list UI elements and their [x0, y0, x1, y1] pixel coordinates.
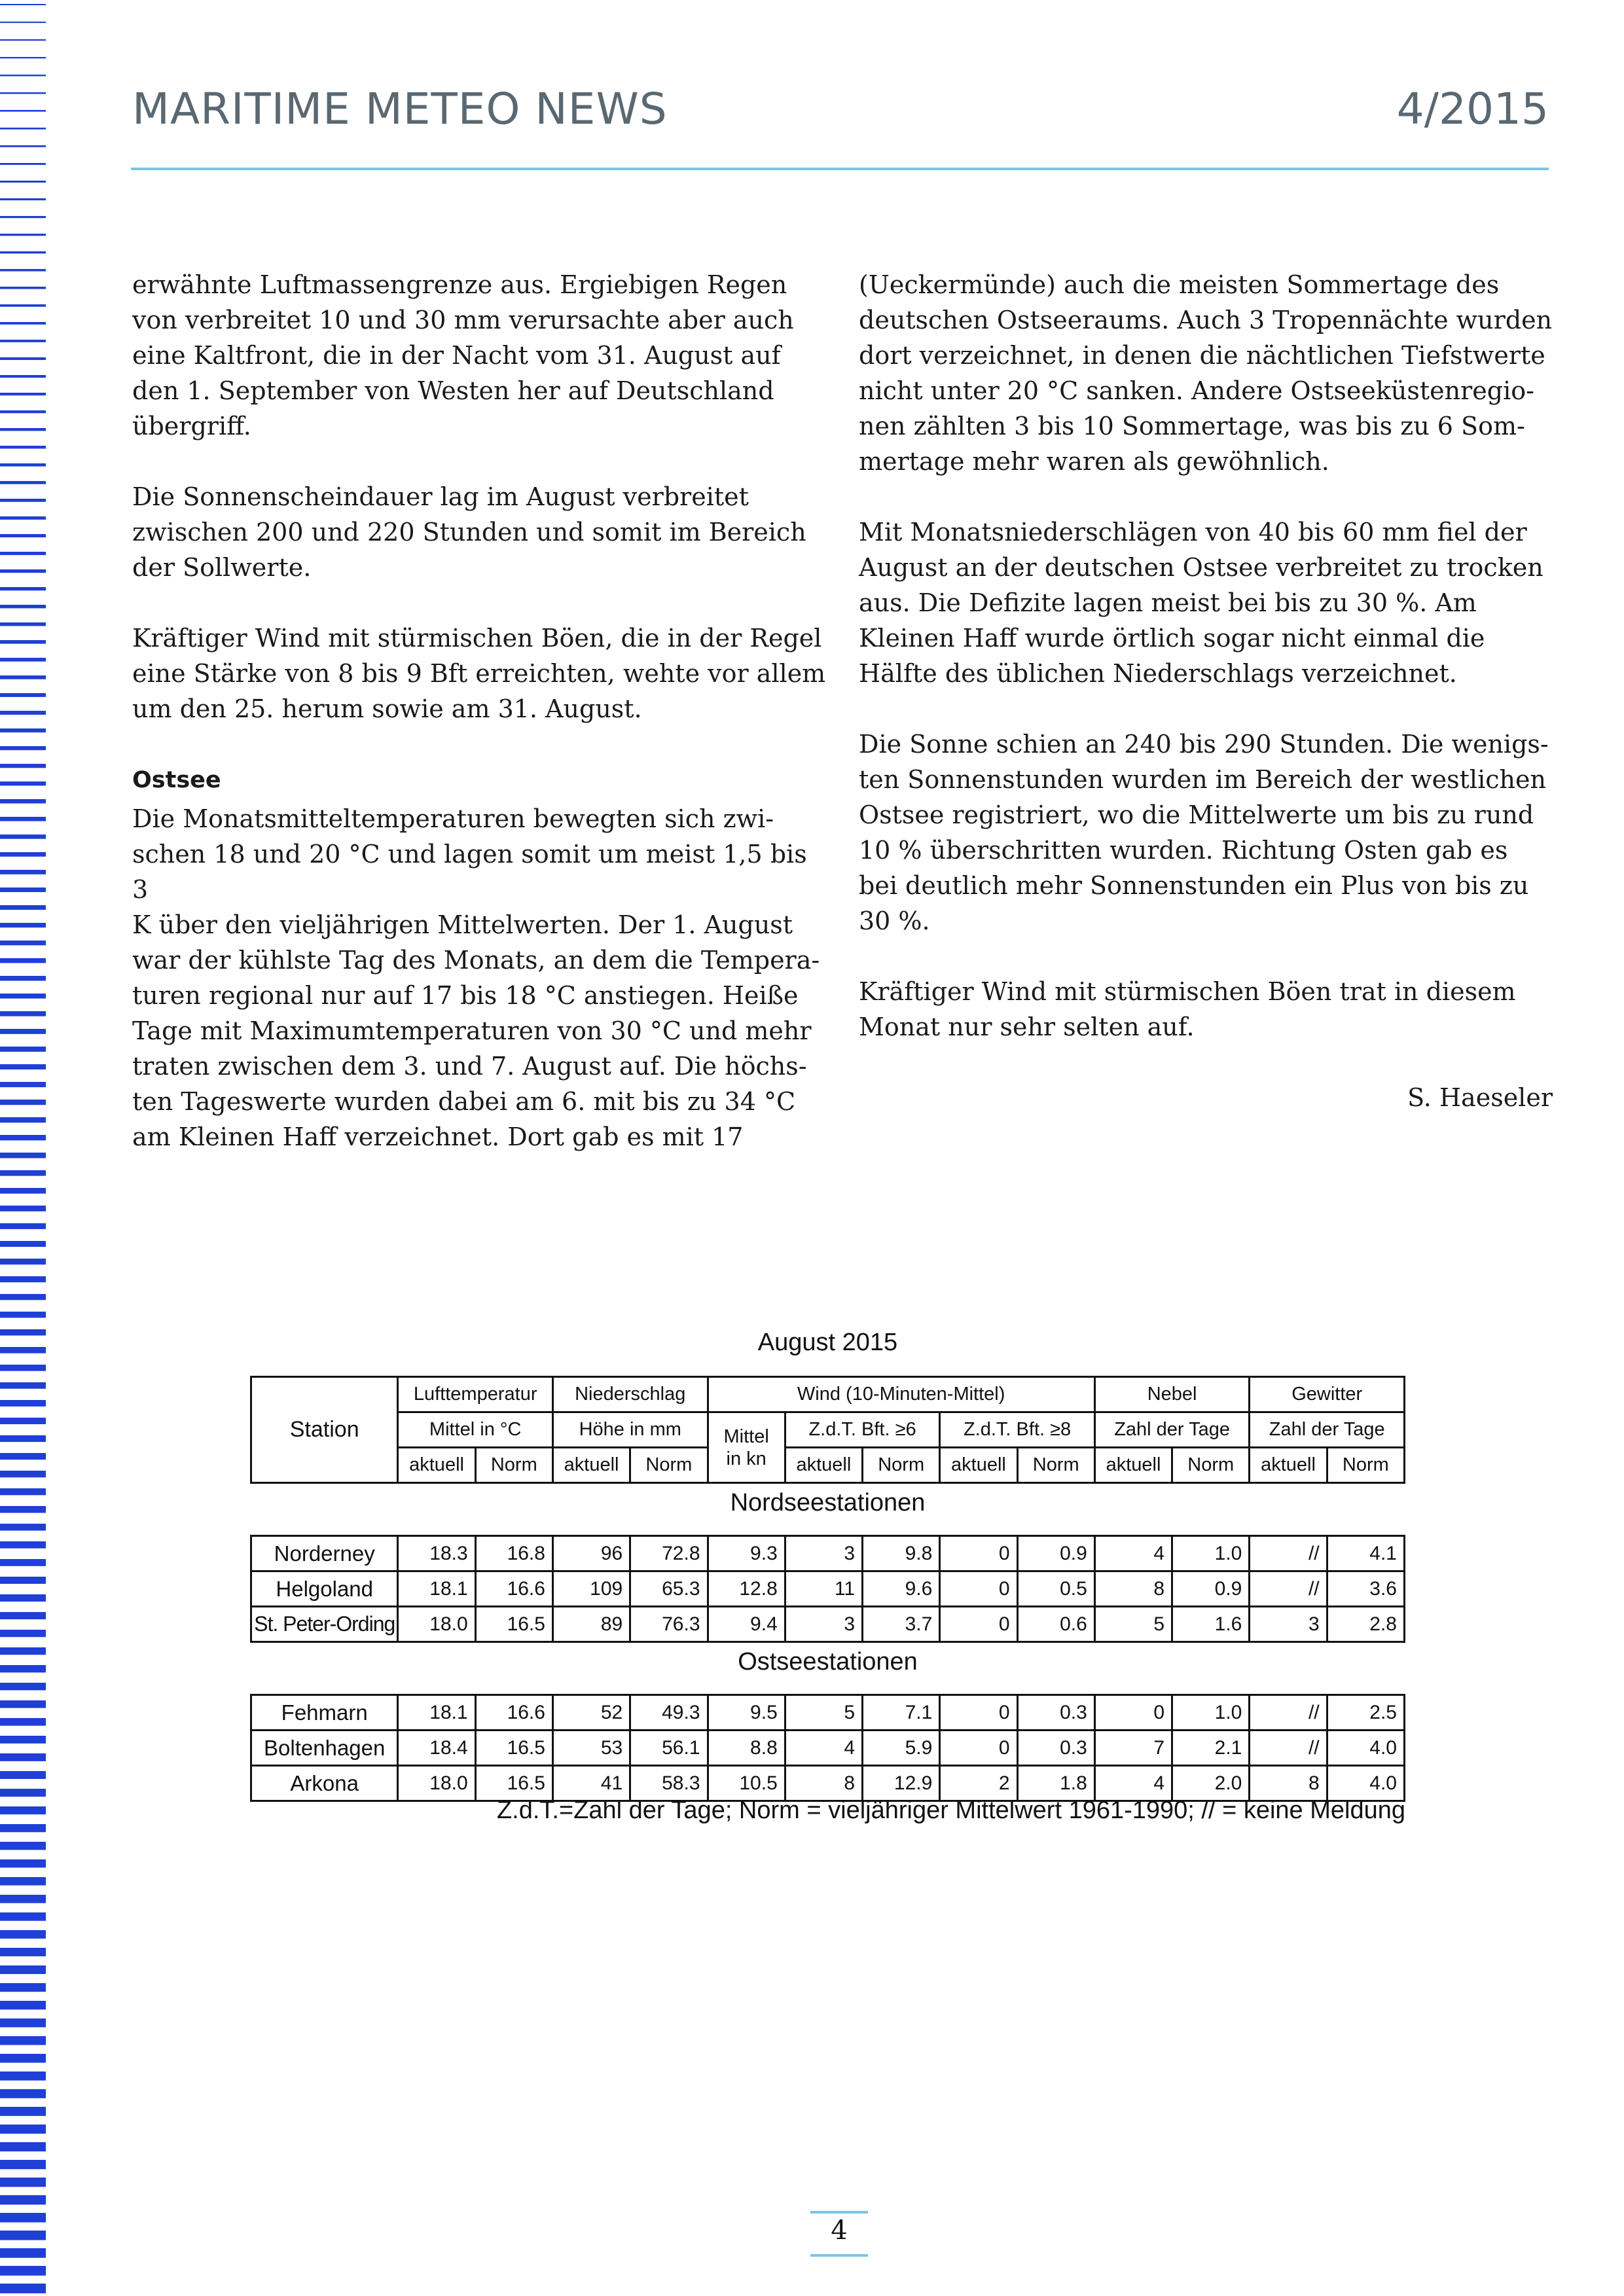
- table-cell: 0.3: [1017, 1695, 1094, 1731]
- author: S. Haeseler: [1407, 1083, 1553, 1112]
- table-cell: 0.9: [1017, 1536, 1094, 1571]
- margin-stripe: [0, 1276, 46, 1282]
- margin-stripe: [0, 2231, 46, 2240]
- margin-stripe: [0, 1347, 46, 1354]
- table-cell: 5: [1094, 1607, 1172, 1642]
- margin-stripe: [0, 1594, 46, 1602]
- table-cell: 52: [552, 1695, 630, 1731]
- table-cell: 0.6: [1017, 1607, 1094, 1642]
- margin-stripe: [0, 1471, 46, 1477]
- table-cell: 4.0: [1327, 1731, 1404, 1766]
- table-cell: 4: [785, 1731, 862, 1766]
- margin-stripe: [0, 2036, 46, 2045]
- table-cell: 5: [785, 1695, 862, 1731]
- margin-stripe: [0, 1736, 46, 1744]
- table-cell: 12.8: [708, 1571, 785, 1607]
- station-name: St. Peter-Ording: [251, 1607, 398, 1642]
- page-number-rule-top: [810, 2211, 868, 2214]
- margin-stripe: [0, 4, 46, 5]
- group-row-nordsee: [251, 1483, 1405, 1522]
- header-norm: Norm: [863, 1448, 940, 1483]
- table-cell: 3: [785, 1607, 862, 1642]
- margin-stripe: [0, 1824, 46, 1832]
- margin-stripe: [0, 1382, 46, 1389]
- header-zdt6: Z.d.T. Bft. ≥6: [785, 1412, 940, 1448]
- margin-stripe: [0, 198, 46, 200]
- header-lufttemperatur: Lufttemperatur: [398, 1377, 553, 1412]
- table-cell: 7.1: [863, 1695, 940, 1731]
- margin-stripe: [0, 2018, 46, 2027]
- paragraph: Die Sonnenscheindauer lag im August verbreitet zwischen 200 und 220 Stunden und somit im Bereich der Sollwerte.: [132, 482, 806, 582]
- margin-stripe: [0, 1665, 46, 1672]
- margin-stripe: [0, 2195, 46, 2204]
- margin-stripe: [0, 1312, 46, 1318]
- margin-stripe: [0, 1895, 46, 1903]
- margin-stripe: [0, 481, 46, 484]
- margin-stripe: [0, 234, 46, 236]
- margin-stripe: [0, 499, 46, 502]
- header-aktuell: aktuell: [398, 1448, 475, 1483]
- margin-stripe: [0, 781, 46, 785]
- table-cell: 41: [552, 1766, 630, 1801]
- table-cell: 4.0: [1327, 1766, 1404, 1801]
- table-cell: 65.3: [630, 1571, 708, 1607]
- margin-stripe: [0, 2160, 46, 2169]
- margin-stripe: [0, 22, 46, 23]
- header-aktuell: aktuell: [940, 1448, 1017, 1483]
- margin-stripe: [0, 1082, 46, 1087]
- table-cell: 0: [940, 1731, 1017, 1766]
- margin-stripe: [0, 1365, 46, 1371]
- margin-stripe: [0, 1488, 46, 1495]
- margin-stripe: [0, 128, 46, 130]
- margin-stripe: [0, 516, 46, 520]
- margin-stripe: [0, 1771, 46, 1779]
- table-cell: 4.1: [1327, 1536, 1404, 1571]
- table-row: [251, 1766, 1405, 1801]
- margin-stripe: [0, 1806, 46, 1814]
- margin-stripe: [0, 746, 46, 750]
- paragraph: Mit Monatsniederschlägen von 40 bis 60 mm fiel der August an der deutschen Ostsee verbreitet zu trocken aus. Die Defizite lagen meist bei bis zu 30 %. Am Kleinen Haff wurde örtlich sogar nicht einmal die Hälfte des üblichen Niederschlags verzeichnet.: [859, 518, 1543, 688]
- table-cell: 4: [1094, 1766, 1172, 1801]
- table-cell: 18.0: [398, 1766, 475, 1801]
- table-cell: 49.3: [630, 1695, 708, 1731]
- table-cell: //: [1250, 1571, 1327, 1607]
- margin-stripe: [0, 92, 46, 94]
- table-cell: 12.9: [863, 1766, 940, 1801]
- paragraph: (Ueckermünde) auch die meisten Sommertage des deutschen Ostseeraums. Auch 3 Tropennächte wurden dort verzeichnet, in denen die nächtlichen Tiefstwerte nicht unter 20 °C sanken. Andere Ostseeküstenregio- nen zählten 3 bis 10 Sommertage, was bis zu 6 Som- mertage mehr waren als gewöhnlich.: [859, 270, 1553, 476]
- table-cell: 9.6: [863, 1571, 940, 1607]
- header-aktuell: aktuell: [552, 1448, 630, 1483]
- margin-stripe: [0, 534, 46, 537]
- paragraph: Die Monatsmitteltemperaturen bewegten sich zwi- schen 18 und 20 °C und lagen somit um meist 1,5 bis 3 K über den vieljährigen Mittelwerten. Der 1. August war der kühlste Tag des Monats, an dem die Tempera- turen regional nur auf 17 bis 18 °C anstiegen. Heiße Tage mit Maximumtemperaturen von 30 °C und mehr traten zwischen dem 3. und 7. August auf. Die höchs- ten Tageswerte wurden dabei am 6. mit bis zu 34 °C am Kleinen Haff verzeichnet. Dort gab es mit 17: [132, 804, 820, 1151]
- margin-stripe: [0, 1100, 46, 1105]
- margin-stripe: [0, 1559, 46, 1566]
- table-cell: 3.6: [1327, 1571, 1404, 1607]
- margin-stripe: [0, 1506, 46, 1513]
- margin-stripe: [0, 1859, 46, 1868]
- margin-stripe: [0, 941, 46, 945]
- table-cell: 2.1: [1172, 1731, 1250, 1766]
- page-number-rule-bottom: [810, 2254, 868, 2257]
- paragraph: Kräftiger Wind mit stürmischen Böen, die in der Regel eine Stärke von 8 bis 9 Bft erreichten, wehte vor allem um den 25. herum sowie am 31. August.: [132, 624, 826, 723]
- table-cell: 96: [552, 1536, 630, 1571]
- margin-stripe: [0, 587, 46, 590]
- table-cell: 72.8: [630, 1536, 708, 1571]
- margin-stripe: [0, 251, 46, 253]
- margin-stripe: [0, 1965, 46, 1974]
- table-cell: 7: [1094, 1731, 1172, 1766]
- header-norm: Norm: [630, 1448, 708, 1483]
- header-station: Station: [251, 1377, 398, 1483]
- header-aktuell: aktuell: [1250, 1448, 1327, 1483]
- table-cell: 0: [940, 1571, 1017, 1607]
- table-cell: 2.5: [1327, 1695, 1404, 1731]
- table-cell: //: [1250, 1695, 1327, 1731]
- margin-stripe: [0, 2107, 46, 2116]
- margin-stripe: [0, 2248, 46, 2258]
- margin-stripe: [0, 75, 46, 76]
- margin-stripe: [0, 711, 46, 715]
- margin-stripe: [0, 1241, 46, 1247]
- margin-stripe: [0, 1753, 46, 1761]
- table-cell: 0.3: [1017, 1731, 1094, 1766]
- group-label-ostsee: Ostseestationen: [738, 1647, 918, 1676]
- margin-stripe: [0, 2089, 46, 2098]
- margin-stripe: [0, 1842, 46, 1850]
- margin-stripe: [0, 675, 46, 679]
- table-cell: 1.8: [1017, 1766, 1094, 1801]
- margin-stripe: [0, 393, 46, 395]
- table-row: [251, 1607, 1405, 1642]
- table-cell: 8: [785, 1766, 862, 1801]
- margin-stripe: [0, 2054, 46, 2063]
- table-cell: 9.5: [708, 1695, 785, 1731]
- margin-stripe: [0, 2178, 46, 2187]
- row-gap-cell: [251, 1681, 1405, 1695]
- header-zdt8: Z.d.T. Bft. ≥8: [940, 1412, 1095, 1448]
- margin-stripe: [0, 1029, 46, 1034]
- table-cell: 16.5: [475, 1731, 552, 1766]
- newsletter-title: MARITIME METEO NEWS: [132, 84, 668, 134]
- margin-stripe: [0, 428, 46, 431]
- station-name: Norderney: [251, 1536, 398, 1571]
- header-mittel: Mittel: [723, 1426, 769, 1447]
- table-row: [251, 1695, 1405, 1731]
- header-aktuell: aktuell: [1094, 1448, 1172, 1483]
- table-cell: 89: [552, 1607, 630, 1642]
- header-in-kn: in kn: [726, 1448, 767, 1469]
- margin-stripe: [0, 1418, 46, 1424]
- paragraph: erwähnte Luftmassengrenze aus. Ergiebigen Regen von verbreitet 10 und 30 mm verursachte aber auch eine Kaltfront, die in der Nacht vom 31. August auf den 1. September von Westen her auf Deutschland übergriff.: [132, 270, 794, 440]
- margin-stripe: [0, 1577, 46, 1584]
- margin-stripe: [0, 1435, 46, 1442]
- margin-stripe: [0, 1612, 46, 1619]
- paragraph: Kräftiger Wind mit stürmischen Böen trat in diesem Monat nur sehr selten auf.: [859, 977, 1516, 1041]
- margin-stripe: [0, 269, 46, 272]
- margin-stripe: [0, 1700, 46, 1708]
- table-cell: 9.8: [863, 1536, 940, 1571]
- margin-stripe: [0, 817, 46, 821]
- margin-stripe: [0, 1135, 46, 1140]
- header-gewitter: Gewitter: [1250, 1377, 1405, 1412]
- margin-stripe: [0, 728, 46, 732]
- group-label-nordsee: Nordseestationen: [730, 1488, 926, 1516]
- margin-stripe: [0, 322, 46, 325]
- table-cell: 9.3: [708, 1536, 785, 1571]
- table-row: [251, 1731, 1405, 1766]
- margin-stripe: [0, 2284, 46, 2293]
- table-cell: 0: [940, 1695, 1017, 1731]
- table-cell: 18.1: [398, 1695, 475, 1731]
- margin-stripe: [0, 463, 46, 467]
- header-rule: [131, 168, 1549, 170]
- margin-stripe: [0, 1912, 46, 1921]
- header-wind: Wind (10-Minuten-Mittel): [708, 1377, 1094, 1412]
- table-row: [251, 1536, 1405, 1571]
- table-cell: 2: [940, 1766, 1017, 1801]
- table-footnote: Z.d.T.=Zahl der Tage; Norm = vieljähriger Mittelwert 1961-1990; // = keine Meldung: [496, 1797, 1405, 1824]
- table-cell: 8: [1250, 1766, 1327, 1801]
- margin-stripe: [0, 1400, 46, 1407]
- margin-stripe: [0, 693, 46, 697]
- table-caption: August 2015: [757, 1329, 898, 1356]
- margin-stripe: [0, 1223, 46, 1229]
- margin-stripe: [0, 287, 46, 289]
- table-cell: 10.5: [708, 1766, 785, 1801]
- margin-stripe: [0, 340, 46, 342]
- table-cell: 1.6: [1172, 1607, 1250, 1642]
- table-cell: 9.4: [708, 1607, 785, 1642]
- table-cell: //: [1250, 1731, 1327, 1766]
- table-cell: 18.1: [398, 1571, 475, 1607]
- table-cell: 0.5: [1017, 1571, 1094, 1607]
- margin-stripe: [0, 1047, 46, 1052]
- margin-stripe: [0, 163, 46, 165]
- margin-stripe: [0, 1930, 46, 1939]
- margin-stripe: [0, 764, 46, 768]
- table-row: [251, 1571, 1405, 1607]
- row-gap: [251, 1681, 1405, 1695]
- margin-stripe: [0, 1647, 46, 1655]
- margin-stripe: [0, 1877, 46, 1886]
- margin-stripe: [0, 39, 46, 41]
- ostsee-rows: [251, 1681, 1405, 1801]
- margin-stripe: [0, 622, 46, 626]
- margin-stripe: [0, 605, 46, 608]
- header-mittel-kn: [708, 1412, 785, 1483]
- table-cell: 0: [940, 1607, 1017, 1642]
- margin-stripe: [0, 1453, 46, 1460]
- table-cell: 16.6: [475, 1571, 552, 1607]
- header-mittel-c: Mittel in °C: [398, 1412, 553, 1448]
- margin-stripe: [0, 2125, 46, 2134]
- margin-stripe: [0, 958, 46, 963]
- margin-stripe: [0, 304, 46, 307]
- table-cell: 8.8: [708, 1731, 785, 1766]
- page-number: 4: [831, 2215, 848, 2246]
- table-cell: 56.1: [630, 1731, 708, 1766]
- row-gap-cell: [251, 1522, 1405, 1536]
- header-niederschlag: Niederschlag: [552, 1377, 708, 1412]
- margin-stripe: [0, 2072, 46, 2081]
- margin-stripe: [0, 2213, 46, 2223]
- table-cell: 53: [552, 1731, 630, 1766]
- left-column: [132, 267, 826, 1190]
- header-norm: Norm: [475, 1448, 552, 1483]
- margin-stripe: [0, 1718, 46, 1726]
- table-cell: 109: [552, 1571, 630, 1607]
- header-nebel: Nebel: [1094, 1377, 1250, 1412]
- table-cell: 3: [785, 1536, 862, 1571]
- header-aktuell: aktuell: [785, 1448, 862, 1483]
- margin-stripe: [0, 888, 46, 892]
- table-cell: 4: [1094, 1536, 1172, 1571]
- section-heading-ostsee: Ostsee: [132, 767, 221, 793]
- table-cell: 1.0: [1172, 1695, 1250, 1731]
- margin-stripe: [0, 1789, 46, 1797]
- margin-stripe: [0, 1524, 46, 1531]
- table-cell: 1.0: [1172, 1536, 1250, 1571]
- margin-stripe: [0, 1329, 46, 1336]
- table-cell: 16.8: [475, 1536, 552, 1571]
- margin-stripe: [0, 870, 46, 874]
- margin-stripe: [0, 1117, 46, 1122]
- margin-stripe: [0, 1206, 46, 1211]
- margin-stripe: [0, 1188, 46, 1194]
- margin-stripe: [0, 1294, 46, 1300]
- margin-stripe: [0, 552, 46, 555]
- station-name: Arkona: [251, 1766, 398, 1801]
- table-cell: 16.5: [475, 1766, 552, 1801]
- margin-stripe: [0, 994, 46, 999]
- table-cell: 0.9: [1172, 1571, 1250, 1607]
- margin-stripe: [0, 1983, 46, 1992]
- margin-stripe: [0, 799, 46, 804]
- table-cell: 18.3: [398, 1536, 475, 1571]
- table-cell: 5.9: [863, 1731, 940, 1766]
- table-cell: 3: [1250, 1607, 1327, 1642]
- margin-stripe: [0, 110, 46, 112]
- margin-stripe: [0, 357, 46, 360]
- table-cell: //: [1250, 1536, 1327, 1571]
- header-zahl-tage-nebel: Zahl der Tage: [1094, 1412, 1250, 1448]
- margin-stripe: [0, 569, 46, 573]
- margin-stripe: [0, 446, 46, 449]
- climate-table: [250, 1376, 1405, 1802]
- table-cell: 3.7: [863, 1607, 940, 1642]
- right-column: [859, 267, 1553, 1115]
- table-cell: 16.6: [475, 1695, 552, 1731]
- issue-number: 4/2015: [1396, 84, 1549, 134]
- margin-stripe: [0, 852, 46, 857]
- nordsee-rows: [251, 1522, 1405, 1642]
- margin-stripe: [0, 1948, 46, 1956]
- header-norm: Norm: [1327, 1448, 1404, 1483]
- station-name: Boltenhagen: [251, 1731, 398, 1766]
- margin-stripe: [0, 216, 46, 218]
- group-row-ostsee: [251, 1642, 1405, 1681]
- station-name: Helgoland: [251, 1571, 398, 1607]
- table-cell: 18.4: [398, 1731, 475, 1766]
- row-gap: [251, 1522, 1405, 1536]
- table-cell: 0: [940, 1536, 1017, 1571]
- table-cell: 18.0: [398, 1607, 475, 1642]
- margin-stripe: [0, 2142, 46, 2151]
- margin-stripe: [0, 640, 46, 644]
- table-cell: 0: [1094, 1695, 1172, 1731]
- header-zahl-tage-gewitter: Zahl der Tage: [1250, 1412, 1405, 1448]
- margin-stripes: [0, 0, 46, 2296]
- table-cell: 11: [785, 1571, 862, 1607]
- margin-stripe: [0, 905, 46, 910]
- table-cell: 58.3: [630, 1766, 708, 1801]
- margin-stripe: [0, 145, 46, 147]
- table-cell: 8: [1094, 1571, 1172, 1607]
- margin-stripe: [0, 57, 46, 58]
- table-cell: 16.5: [475, 1607, 552, 1642]
- margin-stripe: [0, 1011, 46, 1016]
- margin-stripe: [0, 1064, 46, 1069]
- margin-stripe: [0, 1153, 46, 1158]
- margin-stripe: [0, 1170, 46, 1176]
- margin-stripe: [0, 658, 46, 662]
- margin-stripe: [0, 1541, 46, 1549]
- margin-stripe: [0, 181, 46, 183]
- table-cell: 76.3: [630, 1607, 708, 1642]
- table-cell: 2.8: [1327, 1607, 1404, 1642]
- margin-stripe: [0, 923, 46, 927]
- margin-stripe: [0, 410, 46, 413]
- margin-stripe: [0, 976, 46, 981]
- margin-stripe: [0, 834, 46, 839]
- margin-stripe: [0, 1630, 46, 1637]
- paragraph: Die Sonne schien an 240 bis 290 Stunden. Die wenigs- ten Sonnenstunden wurden im Bereich der westlichen Ostsee registriert, wo die Mittelwerte um bis zu rund 10 % überschritten wurden. Richtung Osten gab es bei deutlich mehr Sonnenstunden ein Plus von bis zu 30 %.: [859, 730, 1549, 935]
- header-hoehe-mm: Höhe in mm: [552, 1412, 708, 1448]
- margin-stripe: [0, 2001, 46, 2009]
- station-name: Fehmarn: [251, 1695, 398, 1731]
- margin-stripe: [0, 375, 46, 378]
- margin-stripe: [0, 1683, 46, 1691]
- margin-stripe: [0, 1259, 46, 1265]
- table-cell: 2.0: [1172, 1766, 1250, 1801]
- header-norm: Norm: [1017, 1448, 1094, 1483]
- header-norm: Norm: [1172, 1448, 1250, 1483]
- margin-stripe: [0, 2266, 46, 2276]
